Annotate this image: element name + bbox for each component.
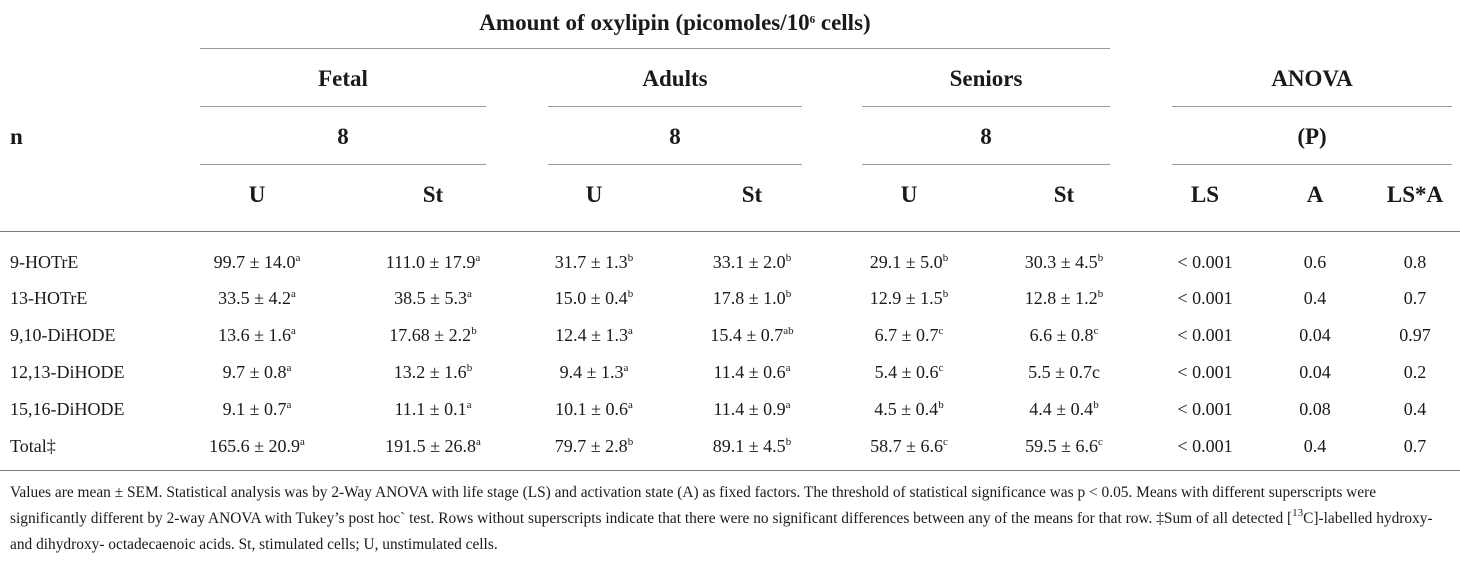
group-rule-adults	[548, 106, 802, 107]
p-value-lsa: 0.97	[1399, 325, 1431, 345]
row-label: 9-HOTrE	[10, 252, 79, 272]
value-cell: 6.7 ± 0.7$^c$	[874, 325, 944, 345]
value-cell: 13.2 ± 1.6$^b$	[393, 362, 473, 382]
value-cell: 99.7 ± 14.0$^a$	[213, 252, 301, 272]
group-header-adults: Adults	[642, 66, 708, 91]
p-value-a: 0.6	[1303, 252, 1327, 272]
group-header-fetal: Fetal	[318, 66, 368, 91]
value-cell: 9.4 ± 1.3$^a$	[559, 362, 629, 382]
value-cell: 11.1 ± 0.1$^a$	[394, 399, 472, 419]
value-cell: 15.0 ± 0.4$^b$	[554, 288, 634, 308]
p-value-ls: < 0.001	[1177, 252, 1233, 272]
value-cell: 5.4 ± 0.6$^c$	[874, 362, 944, 382]
row-label: 15,16-DiHODE	[10, 399, 125, 419]
value-cell: 111.0 ± 17.9$^a$	[385, 252, 481, 272]
n-label: n	[10, 124, 23, 149]
value-cell: 11.4 ± 0.9$^a$	[713, 399, 791, 419]
p-value-lsa: 0.2	[1403, 362, 1427, 382]
n-fetal: 8	[337, 124, 349, 149]
value-cell: 9.7 ± 0.8$^a$	[222, 362, 292, 382]
value-cell: 11.4 ± 0.6$^a$	[713, 362, 791, 382]
n-rule-seniors	[862, 164, 1110, 165]
value-cell: 59.5 ± 6.6$^c$	[1025, 436, 1103, 456]
n-seniors: 8	[980, 124, 992, 149]
table-bottom-rule	[0, 470, 1460, 471]
p-value-lsa: 0.4	[1403, 399, 1427, 419]
title-rule	[200, 48, 1110, 49]
n-adults: 8	[669, 124, 681, 149]
group-header-anova: ANOVA	[1271, 66, 1353, 91]
subheader-anova-ls: LS	[1190, 182, 1220, 207]
p-value-lsa: 0.7	[1403, 288, 1427, 308]
p-value-a: 0.4	[1303, 288, 1327, 308]
value-cell: 89.1 ± 4.5$^b$	[712, 436, 792, 456]
row-label: 12,13-DiHODE	[10, 362, 125, 382]
value-cell: 6.6 ± 0.8$^c$	[1029, 325, 1099, 345]
value-cell: 191.5 ± 26.8$^a$	[385, 436, 481, 456]
subheader-seniors-st: St	[1053, 182, 1075, 207]
row-label: Total‡	[10, 436, 56, 456]
group-rule-seniors	[862, 106, 1110, 107]
subheader-adults-u: U	[585, 182, 603, 207]
n-rule-anova	[1172, 164, 1452, 165]
value-cell: 33.1 ± 2.0$^b$	[712, 252, 792, 272]
p-value-lsa: 0.8	[1403, 252, 1427, 272]
anova-p-label: (P)	[1297, 124, 1327, 149]
row-label: 9,10-DiHODE	[10, 325, 116, 345]
n-rule-adults	[548, 164, 802, 165]
value-cell: 4.5 ± 0.4$^b$	[874, 399, 944, 419]
p-value-ls: < 0.001	[1177, 436, 1233, 456]
group-header-seniors: Seniors	[949, 66, 1023, 91]
value-cell: 31.7 ± 1.3$^b$	[554, 252, 634, 272]
row-label: 13-HOTrE	[10, 288, 88, 308]
value-cell: 17.8 ± 1.0$^b$	[712, 288, 792, 308]
group-rule-fetal	[200, 106, 486, 107]
value-cell: 10.1 ± 0.6$^a$	[555, 399, 633, 419]
value-cell: 29.1 ± 5.0$^b$	[869, 252, 949, 272]
p-value-ls: < 0.001	[1177, 362, 1233, 382]
table-footnote: Values are mean ± SEM. Statistical analysis was by 2-Way ANOVA with life stage (LS) and activation state (A) as fixed factors. The threshold of statistical significance was p < 0.05. Means with different superscripts were significantly different by 2-way ANOVA with Tukey’s post hoc` test. Rows without superscripts indicate that there were no significant differences between any of the means for that row. ‡Sum of all detected [$^{13}$C]-labelled hydroxy- and dihydroxy- octadecaenoic acids. St, stimulated cells; U, unstimulated cells.	[10, 484, 1433, 553]
value-cell: 12.8 ± 1.2$^b$	[1024, 288, 1104, 308]
value-cell: 4.4 ± 0.4$^b$	[1029, 399, 1099, 419]
p-value-a: 0.08	[1299, 399, 1331, 419]
header-bottom-rule	[0, 231, 1460, 232]
subheader-fetal-st: St	[422, 182, 444, 207]
subheader-adults-st: St	[741, 182, 763, 207]
p-value-a: 0.04	[1299, 362, 1331, 382]
subheader-anova-a: A	[1306, 182, 1324, 207]
value-cell: 79.7 ± 2.8$^b$	[554, 436, 634, 456]
subheader-fetal-u: U	[248, 182, 266, 207]
value-cell: 12.9 ± 1.5$^b$	[869, 288, 949, 308]
p-value-ls: < 0.001	[1177, 288, 1233, 308]
value-cell: 13.6 ± 1.6$^a$	[218, 325, 296, 345]
subheader-anova-lsa: LS*A	[1386, 182, 1444, 207]
value-cell: 9.1 ± 0.7$^a$	[222, 399, 292, 419]
value-cell: 38.5 ± 5.3$^a$	[394, 288, 472, 308]
table-title: Amount of oxylipin ($picomoles/10^6$ cells)	[479, 10, 871, 35]
value-cell: 30.3 ± 4.5$^b$	[1024, 252, 1104, 272]
p-value-lsa: 0.7	[1403, 436, 1427, 456]
value-cell: 12.4 ± 1.3$^a$	[555, 325, 633, 345]
subheader-seniors-u: U	[900, 182, 918, 207]
n-rule-fetal	[200, 164, 486, 165]
value-cell: 165.6 ± 20.9$^a$	[209, 436, 305, 456]
p-value-a: 0.04	[1299, 325, 1331, 345]
value-cell: 15.4 ± 0.7$^{ab}$	[710, 325, 794, 345]
group-rule-anova	[1172, 106, 1452, 107]
p-value-a: 0.4	[1303, 436, 1327, 456]
value-cell: 58.7 ± 6.6$^c$	[870, 436, 948, 456]
p-value-ls: < 0.001	[1177, 325, 1233, 345]
p-value-ls: < 0.001	[1177, 399, 1233, 419]
value-cell: 17.68 ± 2.2$^b$	[389, 325, 477, 345]
value-cell: 33.5 ± 4.2$^a$	[218, 288, 296, 308]
value-cell: 5.5 ± 0.7c	[1028, 362, 1100, 382]
